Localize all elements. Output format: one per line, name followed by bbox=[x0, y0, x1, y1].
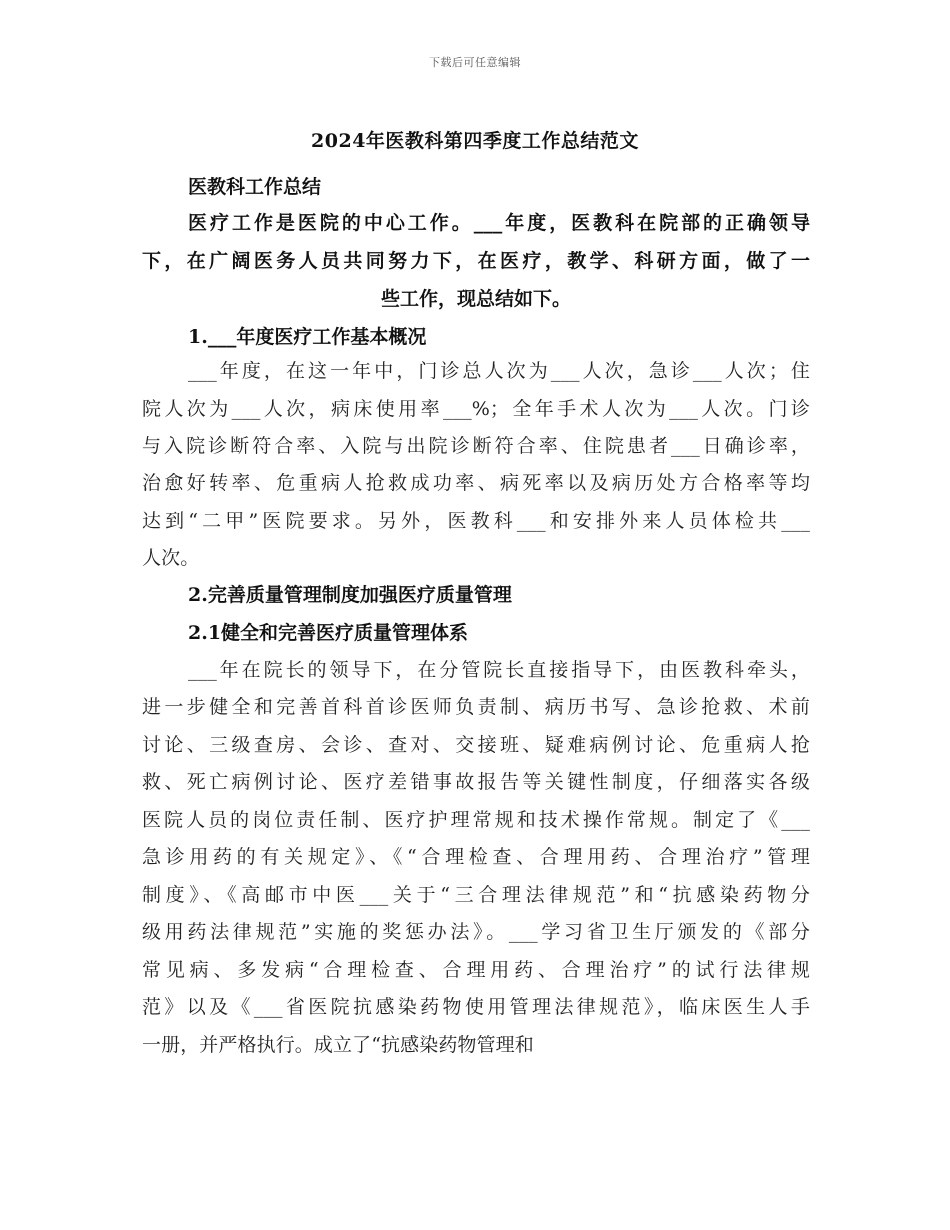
paragraph-line: 级用药法律规范”实施的奖惩办法》。___学习省卫生厅颁发的《部分 bbox=[142, 921, 810, 943]
document-title: 2024年医教科第四季度工作总结范文 bbox=[311, 130, 639, 152]
section-heading: 1.___年度医疗工作基本概况 bbox=[188, 326, 427, 348]
paragraph-line: 下，在广阔医务人员共同努力下，在医疗，教学、科研方面，做了一 bbox=[142, 250, 810, 272]
paragraph-line: 达到“二甲”医院要求。另外，医教科___和安排外来人员体检共___ bbox=[142, 510, 810, 532]
paragraph-line: 治愈好转率、危重病人抢救成功率、病死率以及病历处方合格率等均 bbox=[142, 472, 810, 494]
paragraph-line: 常见病、多发病“合理检查、合理用药、合理治疗”的试行法律规 bbox=[142, 959, 810, 981]
paragraph-line: ___年度，在这一年中，门诊总人次为___人次，急诊___人次；住 bbox=[188, 360, 810, 382]
paragraph-line: 救、死亡病例讨论、医疗差错事故报告等关键性制度，仔细落实各级 bbox=[142, 771, 810, 793]
paragraph-line: 些工作，现总结如下。 bbox=[380, 288, 571, 310]
paragraph-line: 急诊用药的有关规定》、《“合理检查、合理用药、合理治疗”管理 bbox=[142, 846, 810, 868]
paragraph-line: 院人次为___人次，病床使用率___%；全年手术人次为___人次。门诊 bbox=[142, 398, 810, 420]
paragraph-line: 一册，并严格执行。成立了“抗感染药物管理和 bbox=[142, 1034, 534, 1056]
section-heading: 2.1健全和完善医疗质量管理体系 bbox=[188, 622, 469, 644]
paragraph-line: 制度》、《高邮市中医___关于“三合理法律规范”和“抗感染药物分 bbox=[142, 884, 810, 906]
paragraph-line: 进一步健全和完善首科首诊医师负责制、病历书写、急诊抢救、术前 bbox=[142, 696, 810, 718]
paragraph-line: ___年在院长的领导下，在分管院长直接指导下，由医教科牵头， bbox=[188, 659, 810, 681]
paragraph-line: 讨论、三级查房、会诊、查对、交接班、疑难病例讨论、危重病人抢 bbox=[142, 734, 810, 756]
paragraph-line: 医院人员的岗位责任制、医疗护理常规和技术操作常规。制定了《___ bbox=[142, 809, 810, 831]
page-header: 下载后可任意编辑 bbox=[429, 56, 521, 69]
paragraph-line: 范》以及《___省医院抗感染药物使用管理法律规范》，临床医生人手 bbox=[142, 996, 810, 1018]
paragraph-line: 人次。 bbox=[142, 547, 200, 569]
paragraph-line: 与入院诊断符合率、入院与出院诊断符合率、住院患者___日确诊率， bbox=[142, 435, 810, 457]
subtitle: 医教科工作总结 bbox=[188, 176, 322, 198]
section-heading: 2.完善质量管理制度加强医疗质量管理 bbox=[188, 584, 512, 606]
paragraph-line: 医疗工作是医院的中心工作。___年度，医教科在院部的正确领导 bbox=[188, 212, 810, 234]
